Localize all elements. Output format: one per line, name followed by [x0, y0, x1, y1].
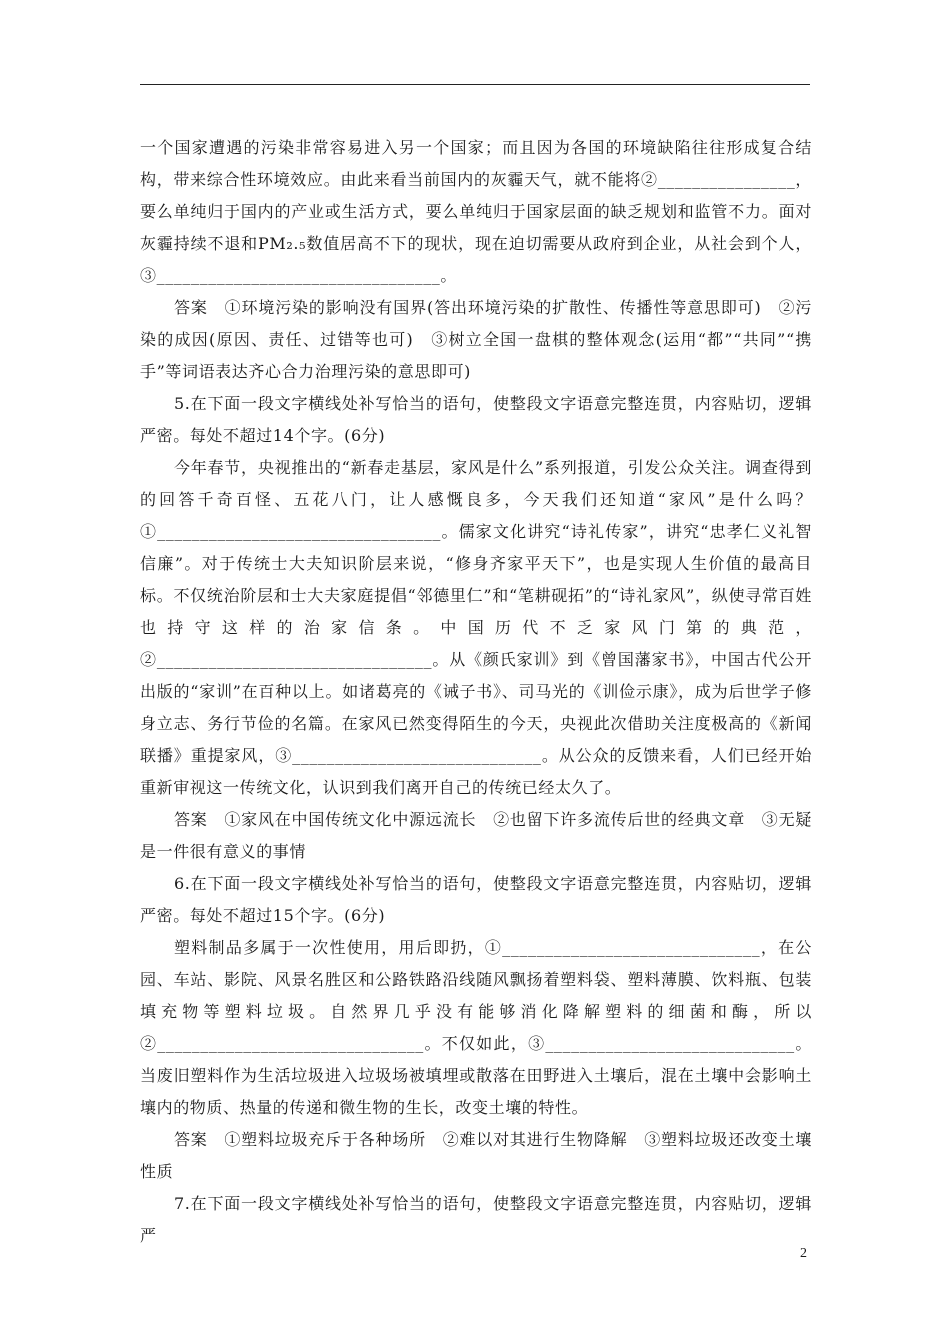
answer-q6: 答案 ①塑料垃圾充斥于各种场所 ②难以对其进行生物降解 ③塑料垃圾还改变土壤性质 [140, 1130, 812, 1181]
question-7: 7.在下面一段文字横线处补写恰当的语句，使整段文字语意完整连贯，内容贴切，逻辑严 [140, 1194, 812, 1245]
passage-q5: 今年春节，央视推出的“新春走基层，家风是什么”系列报道，引发公众关注。调查得到的回答千奇百怪、五花八门，让人感慨良多，今天我们还知道“家风”是什么吗？①_________________________________。儒家文化讲究“诗礼传家”，讲究“忠孝仁义礼智信廉”。对于传统士大夫知识阶层来说，“修身齐家平天下”，也是实现人生价值的最高目标。不仅统治阶层和士大夫家庭提倡“邻德里仁”和“笔耕砚拓”的“诗礼家风”，纵使寻常百姓也持守这样的治家信条。中国历代不乏家风门第的典范，②________________________________。从《颜氏家训》到《曾国藩家书》，中国古代公开出版的“家训”在百种以上。如诸葛亮的《诫子书》、司马光的《训俭示康》，成为后世学子修身立志、务行节俭的名篇。在家风已然变得陌生的今天，央视此次借助关注度极高的《新闻联播》重提家风，③_____________________________。从公众的反馈来看，人们已经开始重新审视这一传统文化，认识到我们离开自己的传统已经太久了。 [140, 458, 812, 797]
page-number: 2 [800, 1246, 807, 1261]
document-body [140, 132, 812, 1252]
answer-q5: 答案 ①家风在中国传统文化中源远流长 ②也留下许多流传后世的经典文章 ③无疑是一件很有意义的事情 [140, 810, 812, 861]
question-6: 6.在下面一段文字横线处补写恰当的语句，使整段文字语意完整连贯，内容贴切，逻辑严密。每处不超过15个字。(6分) [140, 874, 812, 925]
question-5: 5.在下面一段文字横线处补写恰当的语句，使整段文字语意完整连贯，内容贴切，逻辑严密。每处不超过14个字。(6分) [140, 394, 812, 445]
passage-q6: 塑料制品多属于一次性使用，用后即扔，①______________________________，在公园、车站、影院、风景名胜区和公路铁路沿线随风飘扬着塑料袋、塑料薄膜、饮料瓶、包装填充物等塑料垃圾。自然界几乎没有能够消化降解塑料的细菌和酶，所以②_______________________________。不仅如此，③_____________________________。当废旧塑料作为生活垃圾进入垃圾场被填埋或散落在田野进入土壤后，混在土壤中会影响土壤内的物质、热量的传递和微生物的生长，改变土壤的特性。 [140, 938, 812, 1117]
paragraph-q4-continuation: 一个国家遭遇的污染非常容易进入另一个国家；而且因为各国的环境缺陷往往形成复合结构，带来综合性环境效应。由此来看当前国内的灰霾天气，就不能将②________________，要么单纯归于国内的产业或生活方式，要么单纯归于国家层面的缺乏规划和监管不力。面对灰霾持续不退和PM₂.₅数值居高不下的现状，现在迫切需要从政府到企业，从社会到个人，③_________________________________。 [140, 138, 812, 285]
answer-q4: 答案 ①环境污染的影响没有国界(答出环境污染的扩散性、传播性等意思即可) ②污染的成因(原因、责任、过错等也可) ③树立全国一盘棋的整体观念(运用“都”“共同”“携手”等词语表达齐心合力治理污染的意思即可) [140, 298, 812, 381]
header-rule [140, 84, 810, 85]
